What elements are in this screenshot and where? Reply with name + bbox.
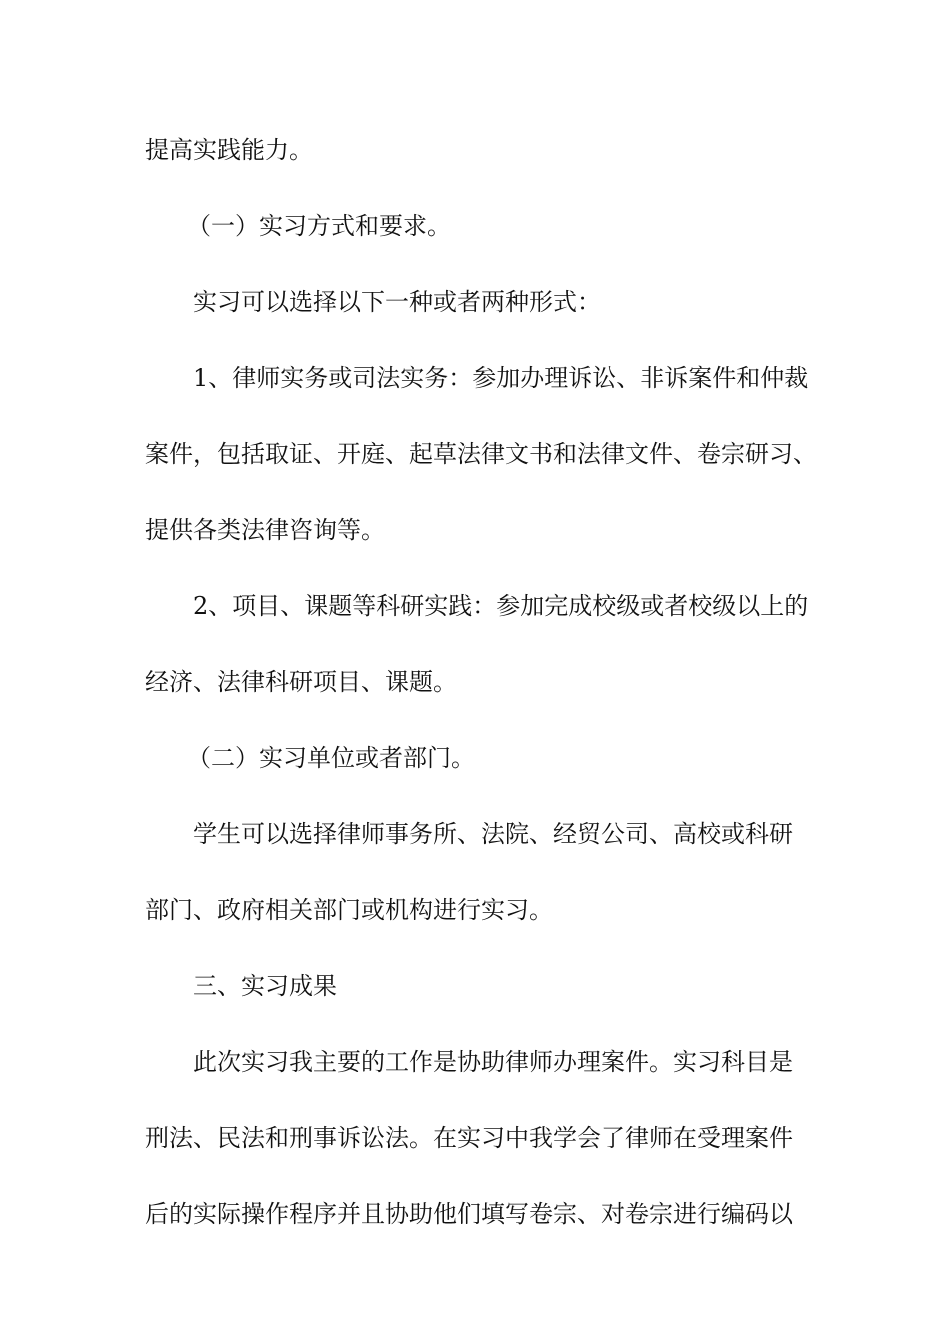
- paragraph-line: 1、律师实务或司法实务：参加办理诉讼、非诉案件和仲裁: [193, 364, 809, 392]
- paragraph-line: 提高实践能力。: [145, 136, 313, 164]
- paragraph-line: 部门、政府相关部门或机构进行实习。: [145, 896, 553, 924]
- paragraph-line: 提供各类法律咨询等。: [145, 516, 385, 544]
- section-heading: 三、实习成果: [193, 972, 337, 1000]
- paragraph-line: 学生可以选择律师事务所、法院、经贸公司、高校或科研: [193, 820, 793, 848]
- section-heading: （一）实习方式和要求。: [187, 212, 451, 240]
- section-heading: （二）实习单位或者部门。: [187, 744, 475, 772]
- paragraph-line: 案件，包括取证、开庭、起草法律文书和法律文件、卷宗研习、: [145, 440, 817, 468]
- paragraph-line: 2、项目、课题等科研实践：参加完成校级或者校级以上的: [193, 592, 809, 620]
- paragraph-line: 刑法、民法和刑事诉讼法。在实习中我学会了律师在受理案件: [145, 1124, 793, 1152]
- paragraph-line: 后的实际操作程序并且协助他们填写卷宗、对卷宗进行编码以: [145, 1200, 793, 1228]
- paragraph-line: 实习可以选择以下一种或者两种形式：: [193, 288, 601, 316]
- paragraph-line: 经济、法律科研项目、课题。: [145, 668, 457, 696]
- paragraph-line: 此次实习我主要的工作是协助律师办理案件。实习科目是: [193, 1048, 793, 1076]
